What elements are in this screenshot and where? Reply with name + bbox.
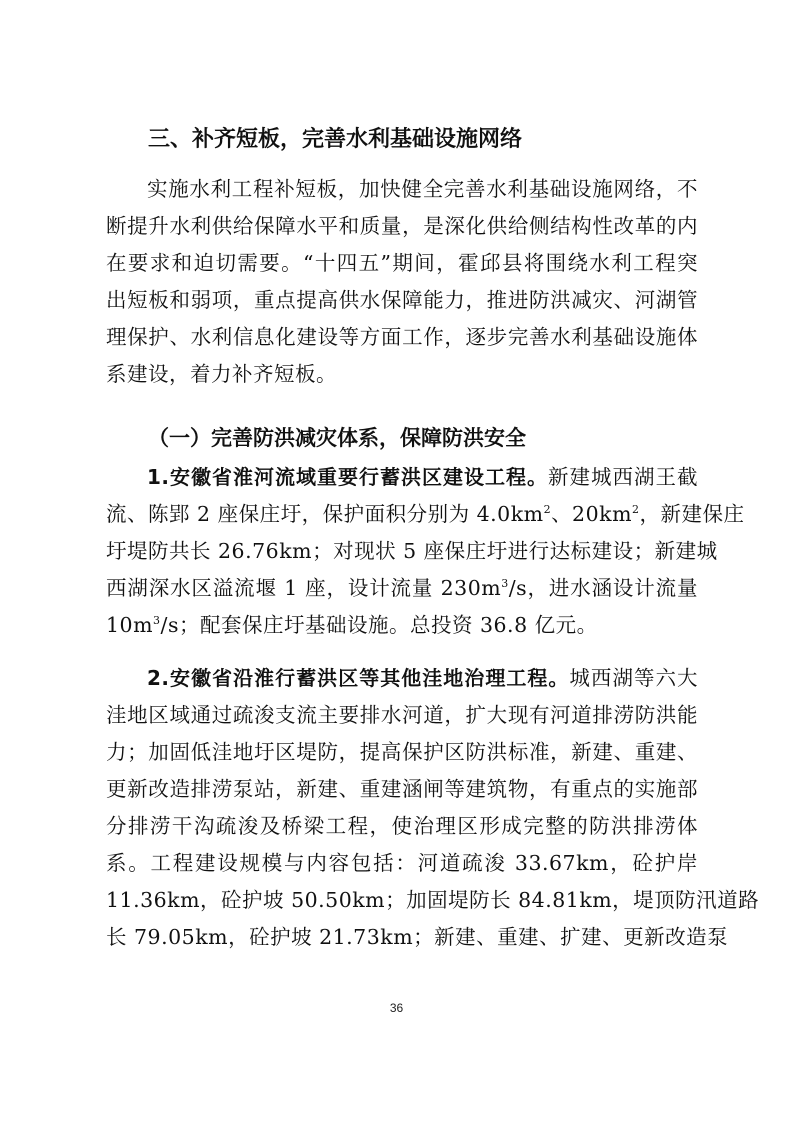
- intro-line: 理保护、水利信息化建设等方面工作，逐步完善水利基础设施体: [106, 325, 698, 349]
- item-text: 新建城西湖王截: [548, 465, 699, 489]
- item-line: [106, 496, 745, 533]
- intro-paragraph: [106, 171, 698, 393]
- intro-line: 断提升水利供给保障水平和质量，是深化供给侧结构性改革的内: [106, 214, 698, 238]
- project-item-1: [106, 459, 745, 644]
- superscript: 2: [543, 503, 552, 517]
- item-line: [106, 570, 698, 607]
- item-lead-title: 1.安徽省淮河流域重要行蓄洪区建设工程。: [147, 465, 549, 489]
- item-line: 更新改造排涝泵站，新建、重建涵闸等建筑物，有重点的实施部: [106, 777, 698, 801]
- item-lead-title: 2.安徽省沿淮行蓄洪区等其他洼地治理工程。: [147, 666, 570, 690]
- item-line: 洼地区域通过疏浚支流主要排水河道，扩大现有河道排涝防洪能: [106, 703, 698, 727]
- item-line: 长 79.05km，砼护坡 21.73km；新建、重建、扩建、更新改造泵: [106, 925, 729, 949]
- section-heading: 三、补齐短板，完善水利基础设施网络: [148, 127, 523, 152]
- item-line: 11.36km，砼护坡 50.50km；加固堤防长 84.81km，堤顶防汛道路: [106, 888, 760, 912]
- item-line: [106, 459, 698, 496]
- item-text: 西湖深水区溢流堰 1 座，设计流量 230m: [106, 576, 502, 600]
- item-text: ，新建保庄: [639, 502, 745, 526]
- item-text: /s；配套保庄圩基础设施。总投资 36.8 亿元。: [160, 613, 598, 637]
- item-text: 城西湖等六大: [569, 666, 699, 690]
- intro-line: 出短板和弱项，重点提高供水保障能力，推进防洪减灾、河湖管: [106, 288, 698, 312]
- item-line: [106, 660, 698, 697]
- item-text: /s，进水涵设计流量: [508, 576, 698, 600]
- item-line: 分排涝干沟疏浚及桥梁工程，使治理区形成完整的防洪排涝体: [106, 814, 698, 838]
- superscript: 3: [501, 577, 509, 591]
- page-number: 36: [389, 1001, 404, 1015]
- item-text: 10m: [106, 613, 154, 637]
- item-text: 、20km: [551, 502, 633, 526]
- item-line: 系。工程建设规模与内容包括：河道疏浚 33.67km，砼护岸: [106, 851, 698, 875]
- superscript: 2: [632, 503, 640, 517]
- intro-line: 实施水利工程补短板，加快健全完善水利基础设施网络，不: [147, 177, 698, 201]
- superscript: 3: [153, 614, 161, 628]
- intro-line: 在要求和迫切需要。“十四五”期间，霍邱县将围绕水利工程突: [106, 251, 698, 275]
- item-text: 流、陈郢 2 座保庄圩，保护面积分别为 4.0km: [106, 502, 544, 526]
- intro-line: 系建设，着力补齐短板。: [106, 362, 337, 386]
- project-item-2: [106, 660, 760, 956]
- item-line: 圩堤防共长 26.76km；对现状 5 座保庄圩进行达标建设；新建城: [106, 539, 718, 563]
- item-line: [106, 607, 698, 644]
- subsection-heading: （一）完善防洪减灾体系，保障防洪安全: [148, 426, 526, 450]
- item-line: 力；加固低洼地圩区堤防，提高保护区防洪标准，新建、重建、: [106, 740, 698, 764]
